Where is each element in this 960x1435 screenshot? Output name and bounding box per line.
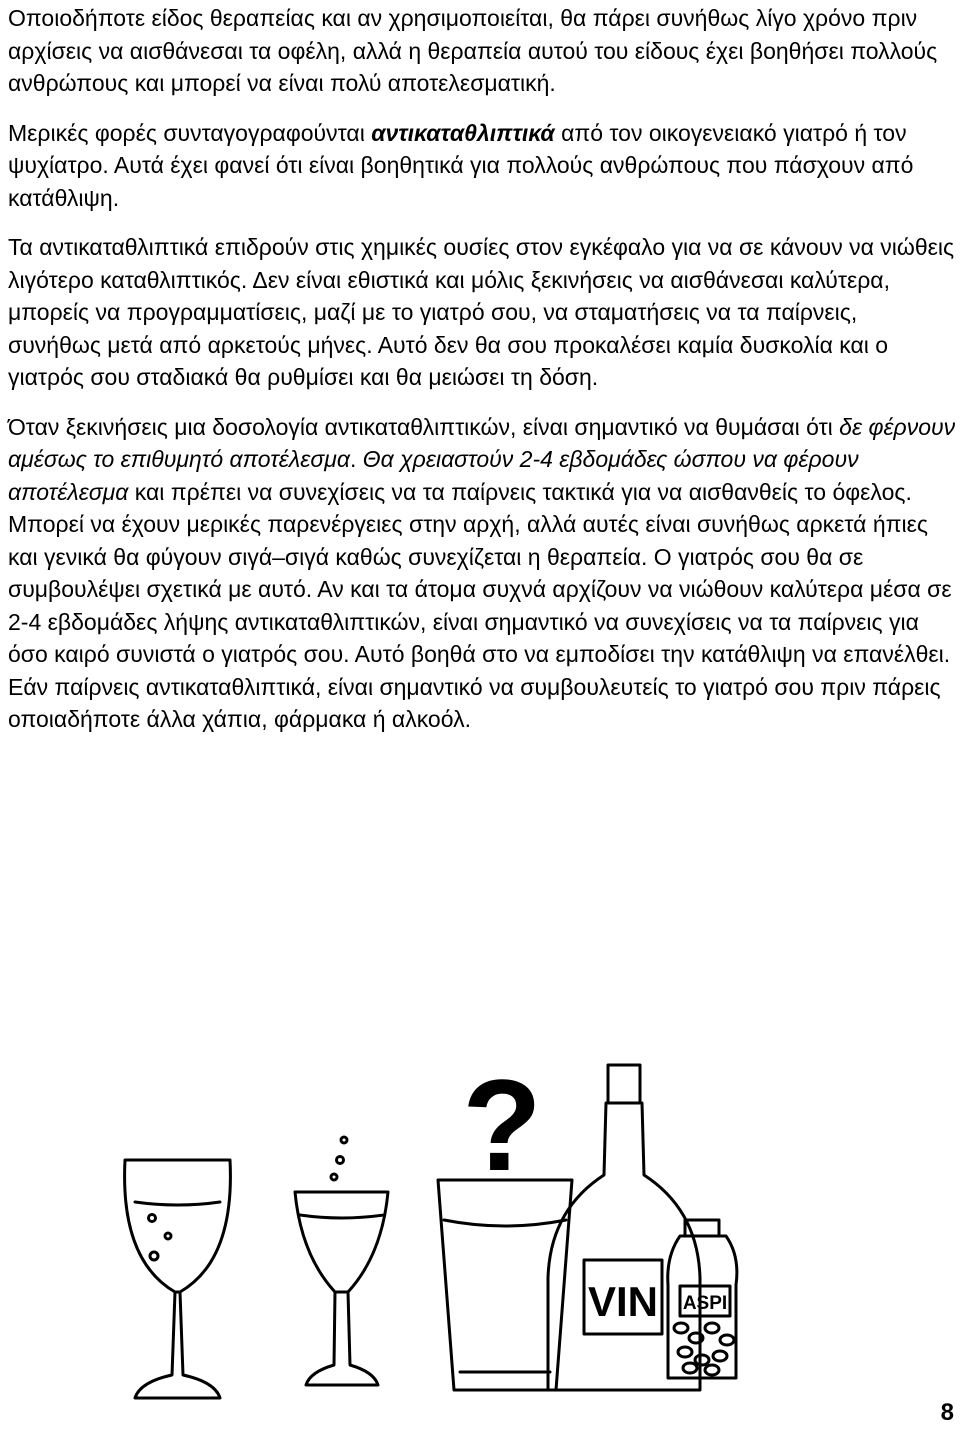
emphasis-no-immediate-effect: δε φέρνουν αμέσως το επιθυμητό αποτέλεσμα xyxy=(8,413,956,472)
question-mark-glyph: ? xyxy=(462,1060,542,1198)
drinks-and-pills-illustration xyxy=(120,1060,920,1405)
emphasis-antidepressants: αντικαταθλιπτικά xyxy=(371,119,555,146)
article-body xyxy=(8,2,956,753)
paragraph-text: Τα αντικαταθλιπτικά επιδρούν στις χημικές ουσίες στον εγκέφαλο για να σε κάνουν να νιώθεις λιγότερο καταθλιπτικός. Δεν είναι εθιστικά και μόλις ξεκινήσεις να αισθάνεσαι καλύτερα, μπορείς να προγραμματίσεις, μαζί με το γιατρό σου, να σταματήσεις να τα παίρνεις, συνήθως μετά από αρκετούς μήνες. Αυτό δεν θα σου προκαλέσει καμία δυσκολία και ο γιατρός σου σταδιακά θα ρυθμίσει και θα μειώσει τη δόση. xyxy=(8,234,955,390)
tumbler-glass xyxy=(438,1180,572,1390)
cocktail-glass xyxy=(295,1137,388,1385)
paragraph-text-middle: . xyxy=(349,446,363,472)
wine-glass xyxy=(125,1160,231,1398)
emphasis-weeks-needed: Θα χρειαστούν 2-4 εβδομάδες ώσπου να φέρουν αποτέλεσμα xyxy=(8,446,859,505)
pill-label-text: ASPI xyxy=(682,1293,728,1314)
paragraph-dosage-advice xyxy=(8,411,956,736)
wine-label-text: VIN xyxy=(587,1278,659,1325)
paragraph-antidepressants-effect xyxy=(8,231,956,394)
paragraph-text-before: Όταν ξεκινήσεις μια δοσολογία αντικαταθλιπτικών, είναι σημαντικό να θυμάσαι ότι xyxy=(8,413,840,440)
paragraph-text-before: Μερικές φορές συνταγογραφούνται xyxy=(8,119,372,146)
paragraph-therapy-benefits xyxy=(8,2,956,100)
paragraph-text: Οποιοδήποτε είδος θεραπείας και αν χρησιμοποιείται, θα πάρει συνήθως λίγο χρόνο πριν αρχίσεις να αισθάνεσαι τα οφέλη, αλλά η θεραπεία αυτού του είδους έχει βοηθήσει πολλούς ανθρώπους και μπορεί να είναι πολύ αποτελεσματική. xyxy=(8,5,938,96)
paragraph-antidepressants-intro xyxy=(8,117,956,215)
wine-bottle xyxy=(548,1065,700,1390)
page-number: 8 xyxy=(940,1399,954,1426)
paragraph-text-after: από τον οικογενειακό γιατρό ή τον ψυχίατρο. Αυτά έχει φανεί ότι είναι βοηθητικά για πολλούς ανθρώπους που πάσχουν από κατάθλιψη. xyxy=(8,119,914,211)
paragraph-text-after: και πρέπει να συνεχίσεις να τα παίρνεις τακτικά για να αισθανθείς το όφελος. Μπορεί να έχουν μερικές παρενέργειες στην αρχή, αλλά αυτές είναι συνήθως αρκετά ήπιες και γενικά θα φύγουν σιγά–σιγά καθώς συνεχίζεται η θεραπεία. Ο γιατρός σου θα σε συμβουλέψει σχετικά με αυτό. Αν και τα άτομα συχνά αρχίζουν να νιώθουν καλύτερα μέσα σε 2-4 εβδομάδες λήψης αντικαταθλιπτικών, είναι σημαντικό να συνεχίσεις να τα παίρνεις για όσο καιρό συνιστά ο γιατρός σου. Αυτό βοηθά στο να εμποδίσει την κατάθλιψη να επανέλθει. Εάν παίρνεις αντικαταθλιπτικά, είναι σημαντικό να συμβουλευτείς το γιατρό σου πριν πάρεις οποιαδήποτε άλλα χάπια, φάρμακα ή αλκοόλ. xyxy=(8,478,952,732)
